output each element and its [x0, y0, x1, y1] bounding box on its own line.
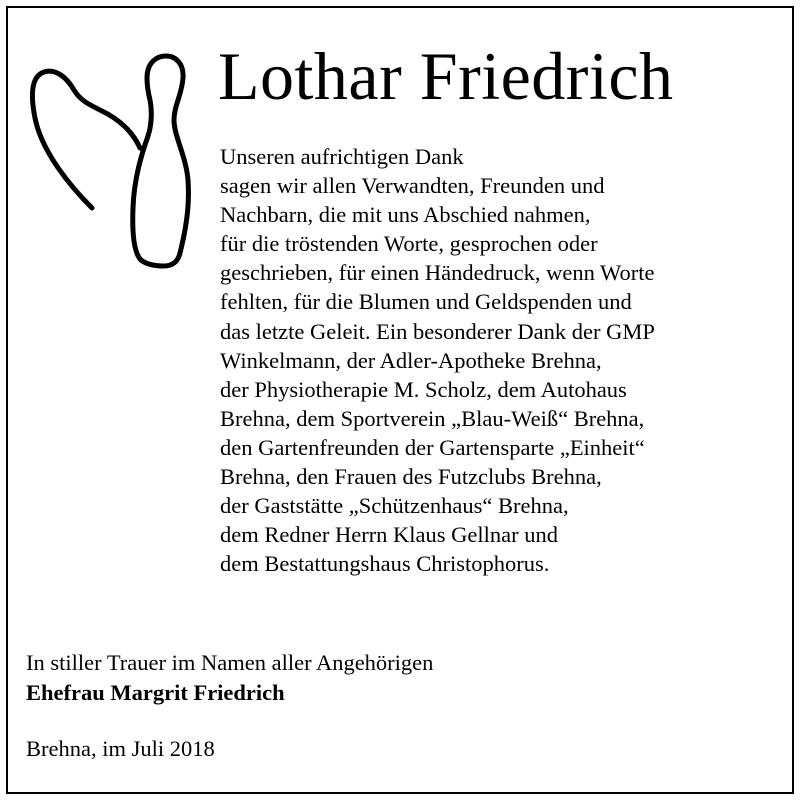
message-line: fehlten, für die Blumen und Geldspenden und — [220, 289, 632, 315]
thank-you-message — [220, 142, 780, 578]
place-and-date: Brehna, im Juli 2018 — [26, 736, 215, 761]
bowling-pins-icon — [22, 48, 202, 278]
message-line: das letzte Geleit. Ein besonderer Dank der GMP — [220, 318, 655, 344]
message-line: geschrieben, für einen Händedruck, wenn Worte — [220, 260, 655, 286]
message-line: dem Bestattungshaus Christophorus. — [220, 551, 550, 577]
message-line: für die tröstenden Worte, gesprochen oder — [220, 231, 598, 257]
message-line: Nachbarn, die mit uns Abschied nahmen, — [220, 202, 591, 228]
message-line: dem Redner Herrn Klaus Gellnar und — [220, 522, 559, 548]
closing-block — [26, 648, 433, 708]
deceased-name: Lothar Friedrich — [218, 38, 674, 114]
signer-name: Ehefrau Margrit Friedrich — [26, 680, 285, 705]
message-line: Brehna, dem Sportverein „Blau-Weiß“ Brehna, — [220, 405, 645, 431]
message-line: der Gaststätte „Schützenhaus“ Brehna, — [220, 493, 569, 519]
message-line: der Physiotherapie M. Scholz, dem Autohaus — [220, 376, 627, 402]
message-line: Unseren aufrichtigen Dank — [220, 144, 464, 169]
message-line: den Gartenfreunden der Gartensparte „Einheit“ — [220, 434, 645, 460]
message-line: Brehna, den Frauen des Futzclubs Brehna, — [220, 464, 602, 490]
mourning-line: In stiller Trauer im Namen aller Angehörigen — [26, 650, 434, 675]
message-line: Winkelmann, der Adler-Apotheke Brehna, — [220, 347, 602, 373]
message-line: sagen wir allen Verwandten, Freunden und — [220, 173, 605, 199]
